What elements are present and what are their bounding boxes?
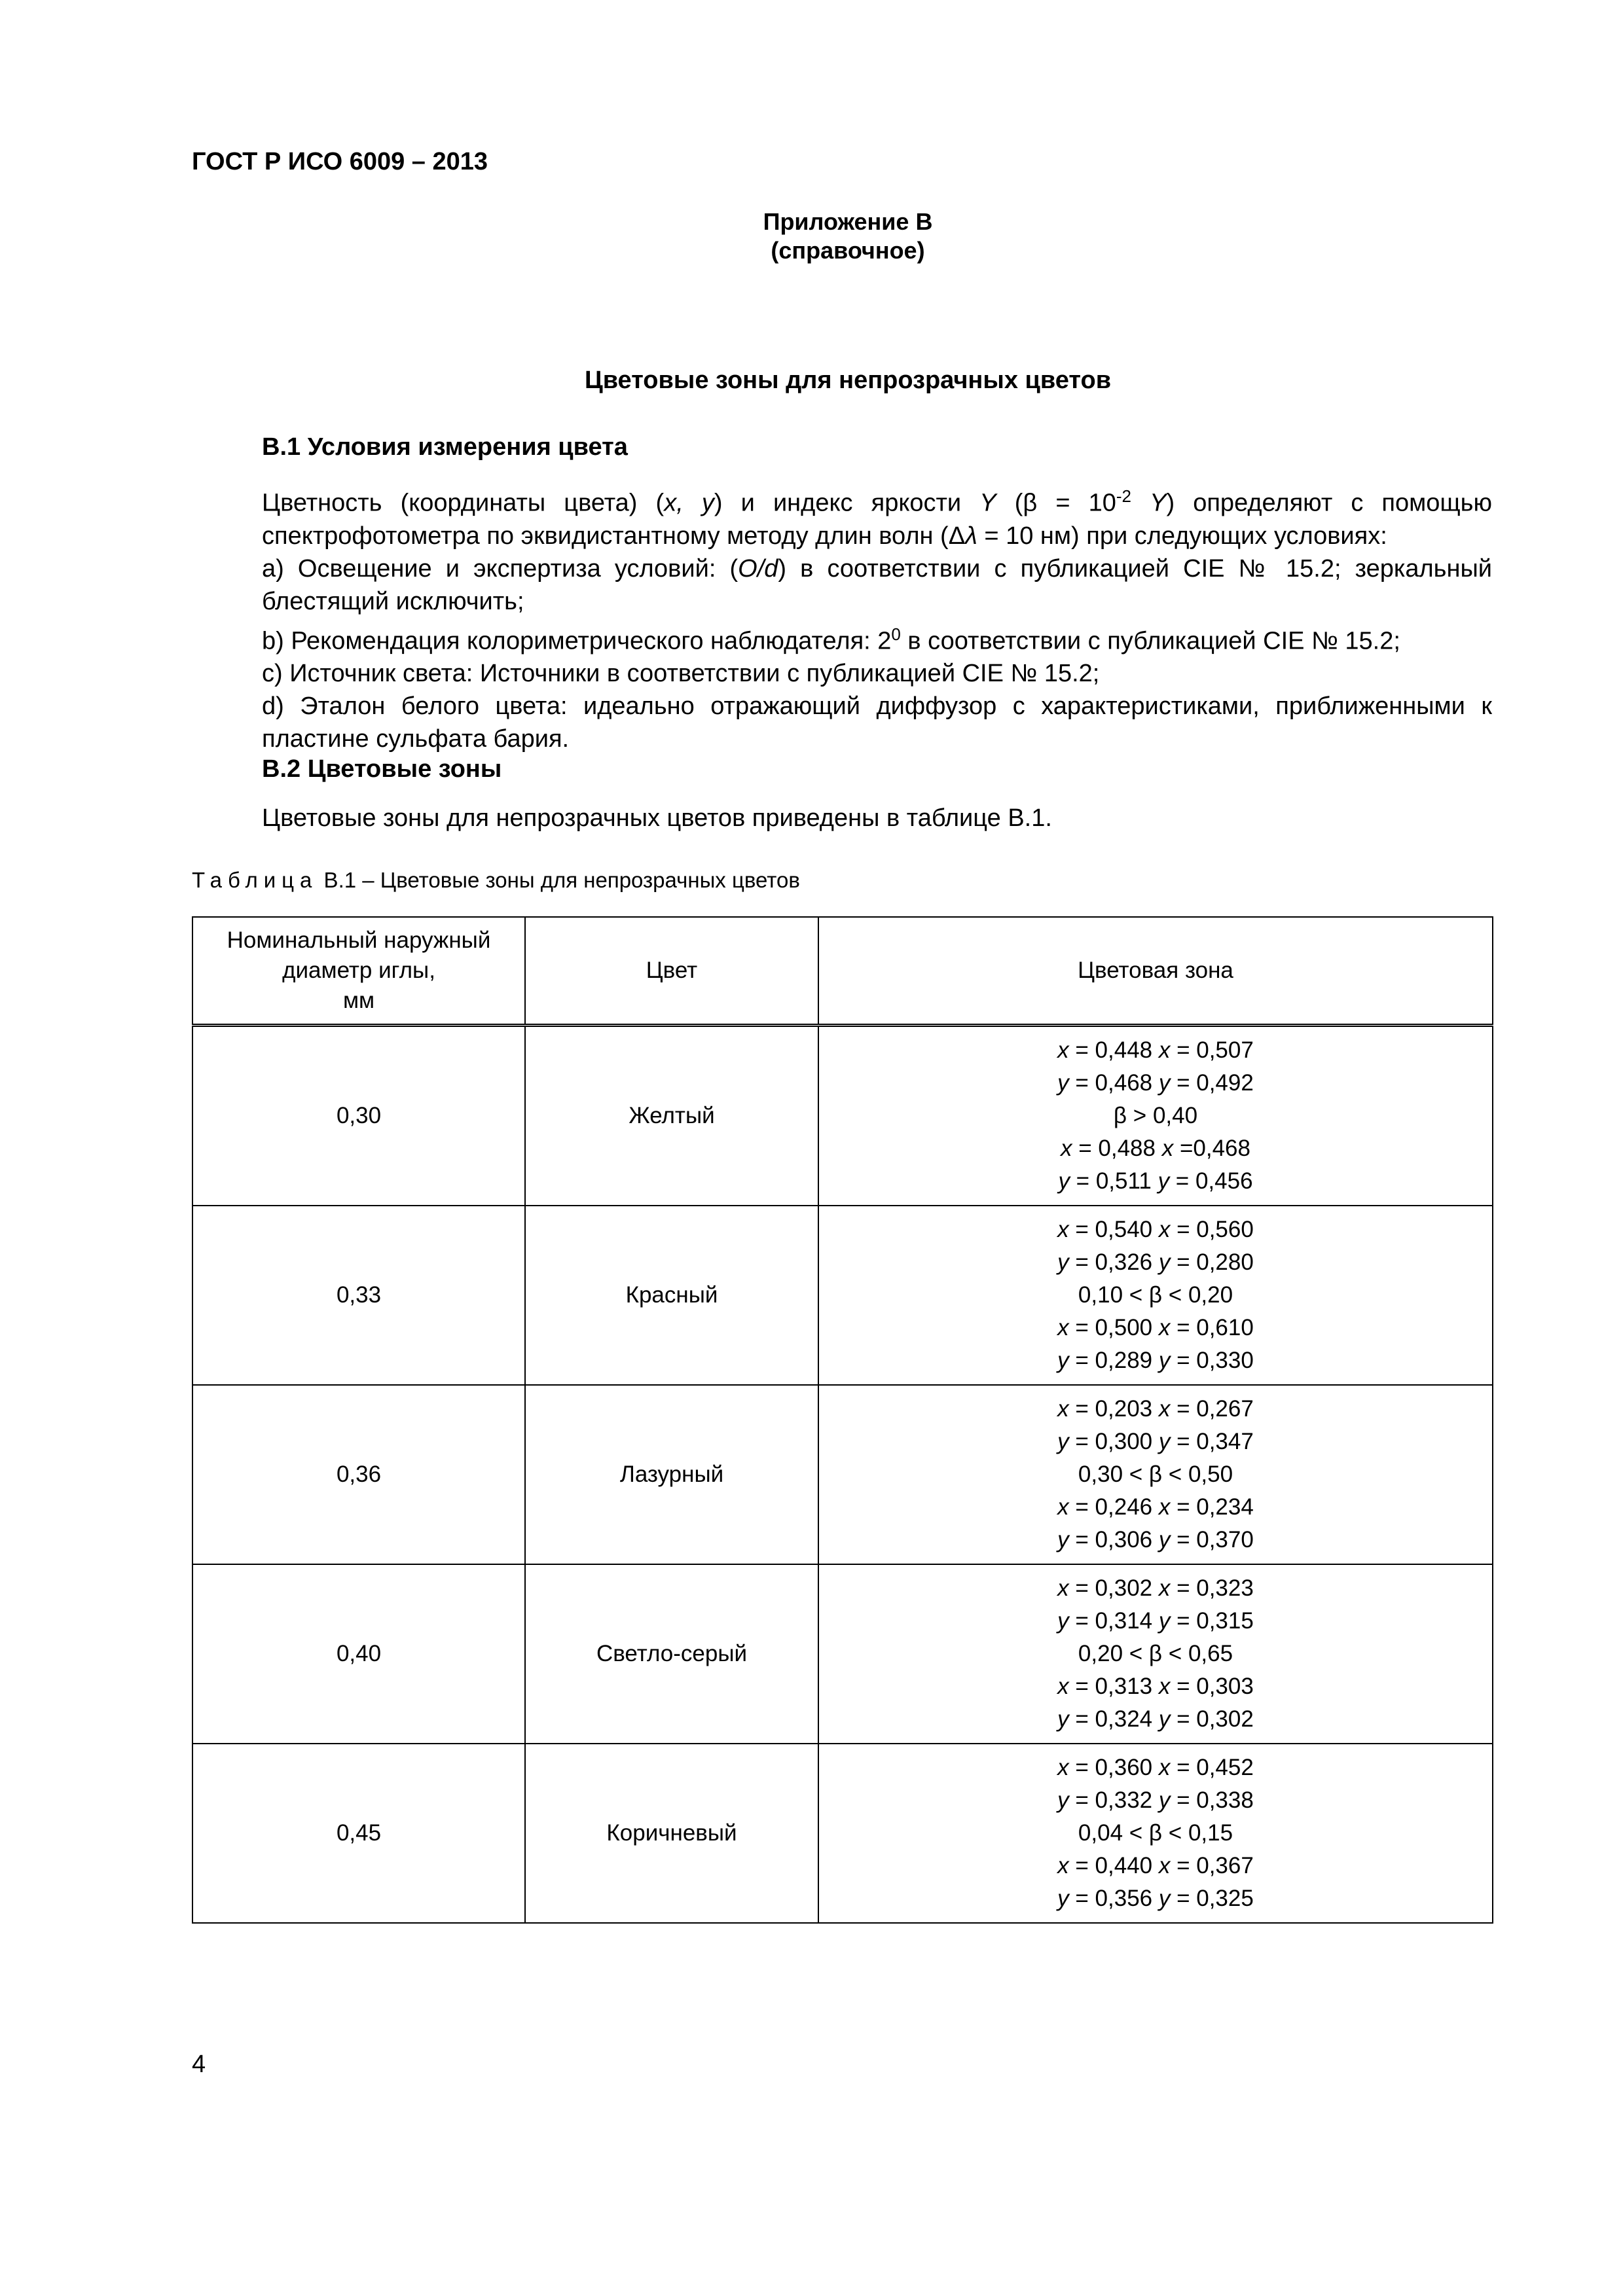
table-row — [192, 1564, 1493, 1744]
cell-color: Коричневый — [525, 1744, 818, 1923]
b1-item-a: а) Освещение и экспертиза условий: (O/d) в соответствии с публикацией CIE № 15.2; зеркальный блестящий исключить; — [262, 554, 1493, 615]
table-header-row — [192, 917, 1493, 1026]
annex-type: (справочное) — [771, 237, 925, 264]
cell-zone: x = 0,203 x = 0,267 y = 0,300 y = 0,347 0,30 < β < 0,50 x = 0,246 x = 0,234 y = 0,306 y = 0,370 — [818, 1385, 1493, 1564]
table-row — [192, 1744, 1493, 1923]
b1-intro: Цветность (координаты цвета) (x, y) и индекс яркости Y ($\beta = 10^{-2}$ Y) определяют с помощью спектрофотометра по эквидистантному методу длин волн (Δλ = 10 нм) при следующих условиях: — [262, 486, 1492, 550]
annex-title: Приложение В — [763, 208, 933, 235]
heading-b1: В.1 Условия измерения цвета — [262, 433, 628, 461]
cell-diameter: 0,33 — [192, 1206, 525, 1385]
b1-item-b: b) Рекомендация колориметрического наблюдателя: $2^0$ в соответствии с публикацией CIE № 15.2; — [262, 624, 1400, 655]
cell-diameter: 0,36 — [192, 1385, 525, 1564]
header-diameter: Номинальный наружный диаметр иглы, мм — [192, 917, 525, 1026]
b2-text: Цветовые зоны для непрозрачных цветов приведены в таблице В.1. — [262, 804, 1052, 832]
heading-b2: В.2 Цветовые зоны — [262, 755, 502, 783]
table-caption: Таблица В.1 – Цветовые зоны для непрозрачных цветов — [192, 868, 800, 892]
cell-zone: x = 0,360 x = 0,452 y = 0,332 y = 0,338 0,04 < β < 0,15 x = 0,440 x = 0,367 y = 0,356 y = 0,325 — [818, 1744, 1493, 1923]
table-row — [192, 1385, 1493, 1564]
cell-diameter: 0,30 — [192, 1026, 525, 1206]
color-zones-table — [192, 916, 1493, 1924]
b1-body — [192, 480, 1492, 755]
header-zone: Цветовая зона — [818, 917, 1493, 1026]
cell-color: Лазурный — [525, 1385, 818, 1564]
table-row — [192, 1206, 1493, 1385]
cell-diameter: 0,40 — [192, 1564, 525, 1744]
cell-diameter: 0,45 — [192, 1744, 525, 1923]
b1-item-d: d) Эталон белого цвета: идеально отражающий диффузор с характеристиками, приближенными к пластине сульфата бария. — [262, 692, 1492, 753]
page-number: 4 — [192, 2051, 206, 2078]
cell-color: Желтый — [525, 1026, 818, 1206]
table-row — [192, 1026, 1493, 1206]
header-color: Цвет — [525, 917, 818, 1026]
standard-id: ГОСТ Р ИСО 6009 – 2013 — [192, 148, 488, 175]
cell-color: Красный — [525, 1206, 818, 1385]
cell-color: Светло-серый — [525, 1564, 818, 1744]
b1-item-c: c) Источник света: Источники в соответствии с публикацией CIE № 15.2; — [262, 660, 1100, 688]
section-title: Цветовые зоны для непрозрачных цветов — [584, 367, 1112, 394]
cell-zone: x = 0,448 x = 0,507 y = 0,468 y = 0,492 β > 0,40 x = 0,488 x =0,468 y = 0,511 y = 0,456 — [818, 1026, 1493, 1206]
cell-zone: x = 0,540 x = 0,560 y = 0,326 y = 0,280 0,10 < β < 0,20 x = 0,500 x = 0,610 y = 0,289 y = 0,330 — [818, 1206, 1493, 1385]
cell-zone: x = 0,302 x = 0,323 y = 0,314 y = 0,315 0,20 < β < 0,65 x = 0,313 x = 0,303 y = 0,324 y = 0,302 — [818, 1564, 1493, 1744]
